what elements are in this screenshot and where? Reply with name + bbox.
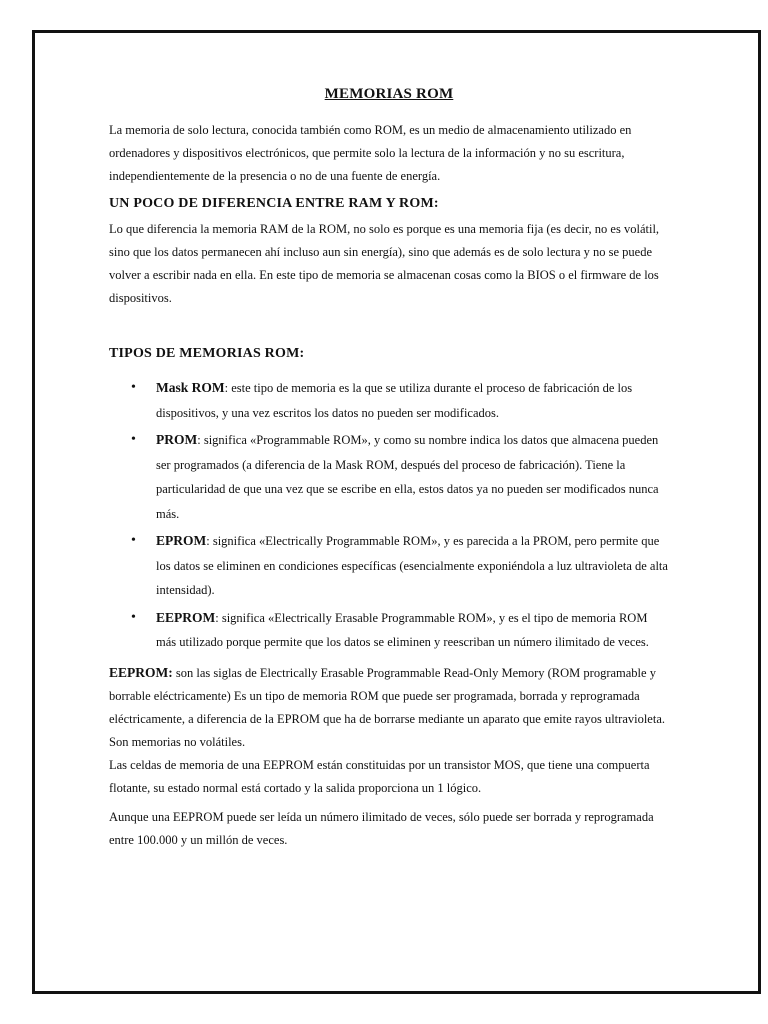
list-item: [109, 606, 669, 655]
ram-vs-rom-paragraph: Lo que diferencia la memoria RAM de la ROM, no solo es porque es una memoria fija (es decir, no es volátil, sino que los datos permanecen ahí incluso aun sin energía), sino que además es de solo lectura y no se puede volver a escribir nada en ella. En este tipo de memoria se almacenan cosas como la BIOS o el firmware de los dispositivos.: [109, 222, 660, 305]
list-item-term: EEPROM: [156, 609, 216, 625]
list-item: [109, 529, 669, 603]
list-item-term: EPROM: [156, 533, 207, 548]
bullet-icon: •: [131, 609, 136, 625]
section-heading-rom-types: TIPOS DE MEMORIAS ROM:: [109, 346, 305, 361]
document-body: [109, 86, 669, 852]
eeprom-cells-paragraph: Las celdas de memoria de una EEPROM están constituidas por un transistor MOS, que tiene una compuerta flotante, su estado normal está cortado y la salida proporciona un 1 lógico.: [109, 757, 650, 795]
list-item: [109, 428, 669, 526]
list-item-text: : este tipo de memoria es la que se utiliza durante el proceso de fabricación de los dispositivos, y una vez escritos los datos no pueden ser modificados.: [156, 381, 633, 420]
intro-paragraph: La memoria de solo lectura, conocida también como ROM, es un medio de almacenamiento utilizado en ordenadores y dispositivos electrónicos, que permite solo la lectura de la información y no su escritura, independientemente de la presencia o no de una fuente de energía.: [109, 123, 632, 183]
list-item-term: PROM: [156, 432, 198, 447]
list-item-text: : significa «Electrically Erasable Programmable ROM», y es el tipo de memoria ROM más utilizado porque permite que los datos se eliminen y reescriban un número ilimitado de veces.: [156, 610, 649, 649]
eeprom-definition-paragraph: [109, 661, 669, 754]
list-item-term: Mask ROM: [156, 380, 225, 395]
eeprom-term: EEPROM:: [109, 664, 173, 680]
section-heading-ram-vs-rom: UN POCO DE DIFERENCIA ENTRE RAM Y ROM:: [109, 196, 439, 211]
rom-types-list: [109, 376, 669, 655]
bullet-icon: •: [131, 432, 136, 447]
eeprom-definition-text: son las siglas de Electrically Erasable Programmable Read-Only Memory (ROM programable y borrable eléctricamente) Es un tipo de memoria ROM que puede ser programada, borrada y reprogramada eléctricamente, a diferencia de la EPROM que ha de borrarse mediante un aparato que emite rayos ultravioleta. Son memorias no volátiles.: [109, 665, 666, 749]
list-item-text: : significa «Programmable ROM», y como su nombre indica los datos que almacena pueden ser programados (a diferencia de la Mask ROM, después del proceso de fabricación). Tiene la particularidad de que una vez que se escribe en ella, estos datos ya no pueden ser modificados nunca más.: [156, 433, 659, 521]
eeprom-endurance-paragraph: Aunque una EEPROM puede ser leída un número ilimitado de veces, sólo puede ser borrada y reprogramada entre 100.000 y un millón de veces.: [109, 809, 654, 847]
document-title: MEMORIAS ROM: [324, 86, 454, 102]
list-item-text: : significa «Electrically Programmable ROM», y es parecida a la PROM, pero permite que los datos se eliminen en condiciones específicas (esencialmente exponiéndola a luz ultravioleta de alta intensidad).: [156, 534, 668, 597]
list-item: [109, 376, 669, 425]
bullet-icon: •: [131, 380, 136, 395]
bullet-icon: •: [131, 533, 136, 548]
